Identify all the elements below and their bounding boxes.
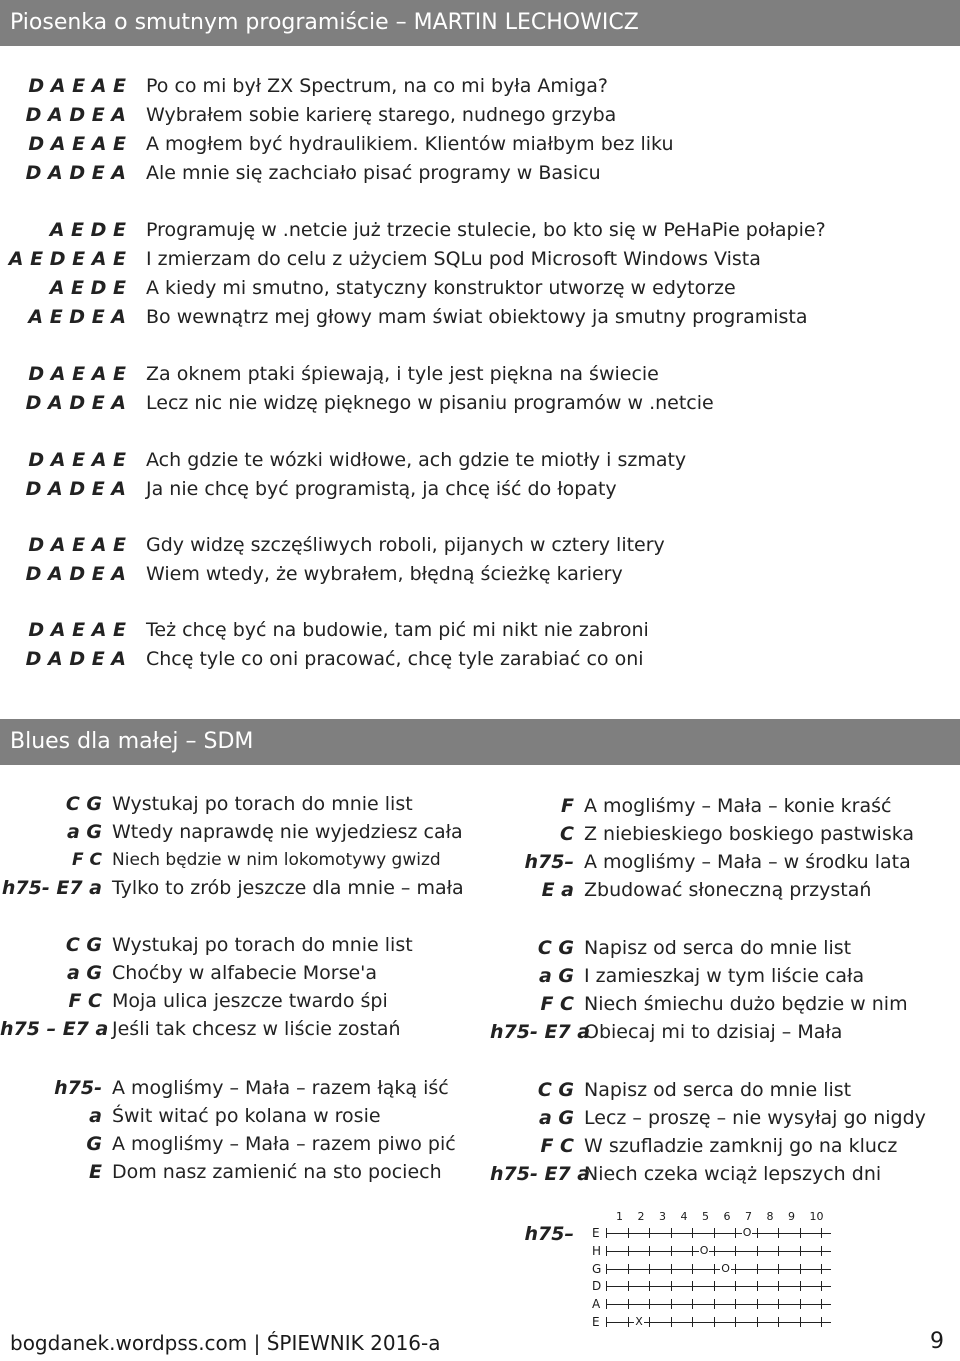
chord-label: a G bbox=[66, 962, 102, 984]
chord-label: D A D E A bbox=[25, 648, 126, 670]
lyric-text: Po co mi był ZX Spectrum, na co mi była Amiga? bbox=[146, 75, 608, 97]
fret-line bbox=[649, 1299, 650, 1309]
lyric-text: A mogłem być hydraulikiem. Klientów miałbym bez liku bbox=[146, 133, 674, 155]
fret-line bbox=[606, 1299, 607, 1309]
string-line bbox=[606, 1286, 831, 1287]
fret-line bbox=[606, 1246, 607, 1256]
chord-label: h75- E7 a bbox=[490, 1163, 591, 1185]
fret-number: 5 bbox=[702, 1210, 709, 1223]
fret-line bbox=[692, 1246, 693, 1256]
string-label: A bbox=[592, 1297, 601, 1312]
page-number: 9 bbox=[930, 1329, 944, 1354]
lyric-text: A kiedy mi smutno, statyczny konstruktor utworzę w edytorze bbox=[146, 277, 736, 299]
string-label: G bbox=[592, 1261, 602, 1276]
fret-line bbox=[649, 1246, 650, 1256]
chord-label: F C bbox=[68, 990, 102, 1012]
fret-line bbox=[606, 1281, 607, 1291]
lyric-text: Wystukaj po torach do mnie list bbox=[112, 934, 413, 956]
fret-line bbox=[692, 1299, 693, 1309]
lyric-text: Chcę tyle co oni pracować, chcę tyle zarabiać co oni bbox=[146, 648, 644, 670]
fret-line bbox=[800, 1264, 801, 1274]
chord-label: A E D E bbox=[49, 219, 126, 241]
fret-line bbox=[757, 1281, 758, 1291]
fret-line bbox=[757, 1299, 758, 1309]
lyric-text: Niech czeka wciąż lepszych dni bbox=[584, 1163, 882, 1185]
chord-label: A E D E bbox=[49, 277, 126, 299]
chord-label: D A D E A bbox=[25, 104, 126, 126]
fret-line bbox=[735, 1299, 736, 1309]
chord-label: F C bbox=[540, 1135, 574, 1157]
fret-line bbox=[821, 1228, 822, 1238]
fret-line bbox=[692, 1264, 693, 1274]
lyric-text: Tylko to zrób jeszcze dla mnie – mała bbox=[112, 877, 464, 899]
chord-label: h75- E7 a bbox=[1, 877, 102, 899]
fret-line bbox=[778, 1246, 779, 1256]
chord-label: F C bbox=[71, 850, 102, 870]
lyric-text: Wystukaj po torach do mnie list bbox=[112, 793, 413, 815]
chord-label: D A D E A bbox=[25, 162, 126, 184]
lyric-text: I zamieszkaj w tym liście cała bbox=[584, 965, 865, 987]
fret-line bbox=[628, 1228, 629, 1238]
chord-label: D A E A E bbox=[28, 75, 126, 97]
fret-line bbox=[671, 1281, 672, 1291]
finger-mark: O bbox=[699, 1243, 709, 1257]
fret-line bbox=[800, 1228, 801, 1238]
string-label: H bbox=[592, 1243, 602, 1258]
fret-line bbox=[757, 1264, 758, 1274]
chord-label: C G bbox=[65, 934, 102, 956]
fret-number: 4 bbox=[680, 1210, 688, 1223]
fret-line bbox=[628, 1246, 629, 1256]
string-line bbox=[606, 1233, 831, 1234]
fret-line bbox=[628, 1299, 629, 1309]
chord-label: h75- bbox=[54, 1077, 102, 1099]
chord-label: C bbox=[560, 823, 574, 845]
string-label: E bbox=[592, 1315, 600, 1329]
chord-label: D A E A E bbox=[28, 133, 126, 155]
string-line bbox=[606, 1304, 831, 1305]
chord-label: h75– bbox=[524, 851, 574, 873]
lyric-text: Ja nie chcę być programistą, ja chcę iść do łopaty bbox=[146, 478, 617, 500]
fret-number: 6 bbox=[723, 1210, 731, 1223]
fret-line bbox=[628, 1317, 629, 1327]
chord-label: D A E A E bbox=[28, 363, 126, 385]
lyric-text: A mogliśmy – Mała – w środku lata bbox=[584, 851, 911, 873]
chord-label: D A D E A bbox=[25, 392, 126, 414]
fret-line bbox=[757, 1317, 758, 1327]
fret-line bbox=[778, 1317, 779, 1327]
lyric-text: Napisz od serca do mnie list bbox=[584, 1079, 852, 1101]
fret-line bbox=[735, 1317, 736, 1327]
fret-line bbox=[714, 1299, 715, 1309]
lyric-text: Lecz nic nie widzę pięknego w pisaniu programów w .netcie bbox=[146, 392, 714, 414]
chord-label: A E D E A E bbox=[8, 248, 126, 270]
chord-label: h75 – E7 a bbox=[0, 1018, 109, 1040]
fret-line bbox=[714, 1317, 715, 1327]
lyric-text: Obiecaj mi to dzisiaj – Mała bbox=[584, 1021, 843, 1043]
chord-label: F bbox=[561, 795, 574, 817]
chord-label: D A D E A bbox=[25, 563, 126, 585]
fret-line bbox=[671, 1299, 672, 1309]
lyric-text: Napisz od serca do mnie list bbox=[584, 937, 852, 959]
fret-line bbox=[757, 1246, 758, 1256]
lyric-text: Niech śmiechu dużo będzie w nim bbox=[584, 993, 908, 1015]
chord-label: E a bbox=[541, 879, 574, 901]
fret-number: 9 bbox=[788, 1210, 795, 1223]
lyric-text: Wtedy naprawdę nie wyjedziesz cała bbox=[112, 821, 463, 843]
fret-line bbox=[606, 1317, 607, 1327]
fret-line bbox=[800, 1281, 801, 1291]
footer-text: bogdanek.wordpss.com | ŚPIEWNIK 2016-a bbox=[10, 1331, 441, 1355]
fret-line bbox=[778, 1281, 779, 1291]
fret-line bbox=[714, 1228, 715, 1238]
fret-line bbox=[671, 1264, 672, 1274]
lyric-text: Świt witać po kolana w rosie bbox=[112, 1105, 381, 1127]
lyric-text: I zmierzam do celu z użyciem SQLu pod Microsoft Windows Vista bbox=[146, 248, 761, 270]
fret-number: 2 bbox=[637, 1210, 645, 1223]
fret-line bbox=[671, 1228, 672, 1238]
lyric-text: A mogliśmy – Mała – konie kraść bbox=[584, 795, 892, 817]
chord-label: D A D E A bbox=[25, 478, 126, 500]
lyric-text: Wybrałem sobie karierę starego, nudnego grzyba bbox=[146, 104, 617, 126]
fret-line bbox=[778, 1299, 779, 1309]
string-line bbox=[606, 1251, 831, 1252]
lyric-text: Lecz – proszę – nie wysyłaj go nigdy bbox=[584, 1107, 926, 1129]
fret-line bbox=[714, 1264, 715, 1274]
song1-title: Piosenka o smutnym programiście – MARTIN LECHOWICZ bbox=[0, 0, 960, 46]
fret-line bbox=[821, 1281, 822, 1291]
string-label: E bbox=[592, 1226, 600, 1240]
fret-line bbox=[692, 1317, 693, 1327]
fret-line bbox=[649, 1281, 650, 1291]
lyric-text: Moja ulica jeszcze twardo śpi bbox=[112, 990, 388, 1012]
lyric-text: Dom nasz zamienić na sto pociech bbox=[112, 1161, 442, 1183]
lyric-text: W szufladzie zamknij go na klucz bbox=[584, 1135, 898, 1157]
lyric-text: Jeśli tak chcesz w liście zostań bbox=[112, 1018, 401, 1040]
lyric-text: Programuję w .netcie już trzecie stulecie, bo kto się w PeHaPie połapie? bbox=[146, 219, 826, 241]
fret-line bbox=[821, 1246, 822, 1256]
fret-line bbox=[714, 1246, 715, 1256]
lyric-text: Ale mnie się zachciało pisać programy w Basicu bbox=[146, 162, 601, 184]
fret-line bbox=[735, 1246, 736, 1256]
fret-line bbox=[821, 1317, 822, 1327]
chord-label: D A E A E bbox=[28, 449, 126, 471]
fret-line bbox=[649, 1317, 650, 1327]
lyric-text: A mogliśmy – Mała – razem łąką iść bbox=[112, 1077, 449, 1099]
fret-line bbox=[606, 1264, 607, 1274]
song2-title: Blues dla małej – SDM bbox=[0, 719, 960, 765]
fret-line bbox=[735, 1264, 736, 1274]
chord-label: C G bbox=[537, 1079, 574, 1101]
chord-label: E bbox=[89, 1161, 102, 1183]
fret-number: 1 bbox=[616, 1210, 623, 1223]
fret-number: 8 bbox=[766, 1210, 774, 1223]
chord-label: A E D E A bbox=[28, 306, 126, 328]
string-line bbox=[606, 1269, 831, 1270]
fret-line bbox=[606, 1228, 607, 1238]
lyric-text: Bo wewnątrz mej głowy mam świat obiektowy ja smutny programista bbox=[146, 306, 808, 328]
fret-line bbox=[671, 1317, 672, 1327]
finger-mark: O bbox=[742, 1226, 752, 1239]
finger-mark: X bbox=[635, 1315, 643, 1328]
fret-number: 3 bbox=[659, 1210, 666, 1223]
fret-line bbox=[628, 1281, 629, 1291]
fret-line bbox=[671, 1246, 672, 1256]
lyric-text: Zbudować słoneczną przystań bbox=[584, 879, 872, 901]
chord-label: D A E A E bbox=[28, 534, 126, 556]
chord-label: h75- E7 a bbox=[490, 1021, 591, 1043]
lyric-text: Też chcę być na budowie, tam pić mi nikt nie zabroni bbox=[146, 619, 649, 641]
chord-label: a bbox=[89, 1105, 102, 1127]
fret-line bbox=[735, 1228, 736, 1238]
chord-label: G bbox=[86, 1133, 102, 1155]
fret-line bbox=[649, 1228, 650, 1238]
fret-line bbox=[757, 1228, 758, 1238]
fret-line bbox=[714, 1281, 715, 1291]
fret-line bbox=[628, 1264, 629, 1274]
string-label: D bbox=[592, 1279, 602, 1294]
finger-mark: O bbox=[721, 1261, 730, 1275]
lyric-text: Za oknem ptaki śpiewają, i tyle jest piękna na świecie bbox=[146, 363, 659, 385]
fret-line bbox=[692, 1281, 693, 1291]
lyric-text: A mogliśmy – Mała – razem piwo pić bbox=[112, 1133, 456, 1155]
lyric-text: Gdy widzę szczęśliwych roboli, pijanych w cztery litery bbox=[146, 534, 665, 556]
fret-line bbox=[778, 1228, 779, 1238]
chord-label: a G bbox=[66, 821, 102, 843]
lyric-text: Z niebieskiego boskiego pastwiska bbox=[584, 823, 915, 845]
fret-line bbox=[800, 1299, 801, 1309]
lyric-text: Niech będzie w nim lokomotywy gwizd bbox=[112, 850, 441, 870]
chord-label: F C bbox=[540, 993, 574, 1015]
fret-line bbox=[821, 1299, 822, 1309]
lyric-text: Wiem wtedy, że wybrałem, błędną ścieżkę kariery bbox=[146, 563, 623, 585]
fret-number: 7 bbox=[745, 1210, 752, 1223]
fret-line bbox=[800, 1246, 801, 1256]
chord-label: C G bbox=[537, 937, 574, 959]
fret-line bbox=[692, 1228, 693, 1238]
chord-label: D A E A E bbox=[28, 619, 126, 641]
chord-label: C G bbox=[65, 793, 102, 815]
fret-line bbox=[800, 1317, 801, 1327]
tab-chord-name: h75– bbox=[524, 1223, 574, 1245]
fret-number: 10 bbox=[809, 1210, 824, 1223]
lyric-text: Choćby w alfabecie Morse'a bbox=[112, 962, 378, 984]
chord-label: a G bbox=[538, 1107, 574, 1129]
lyric-text: Ach gdzie te wózki widłowe, ach gdzie te miotły i szmaty bbox=[146, 449, 687, 471]
fret-line bbox=[735, 1281, 736, 1291]
fret-line bbox=[778, 1264, 779, 1274]
fret-line bbox=[821, 1264, 822, 1274]
fret-line bbox=[649, 1264, 650, 1274]
chord-label: a G bbox=[538, 965, 574, 987]
